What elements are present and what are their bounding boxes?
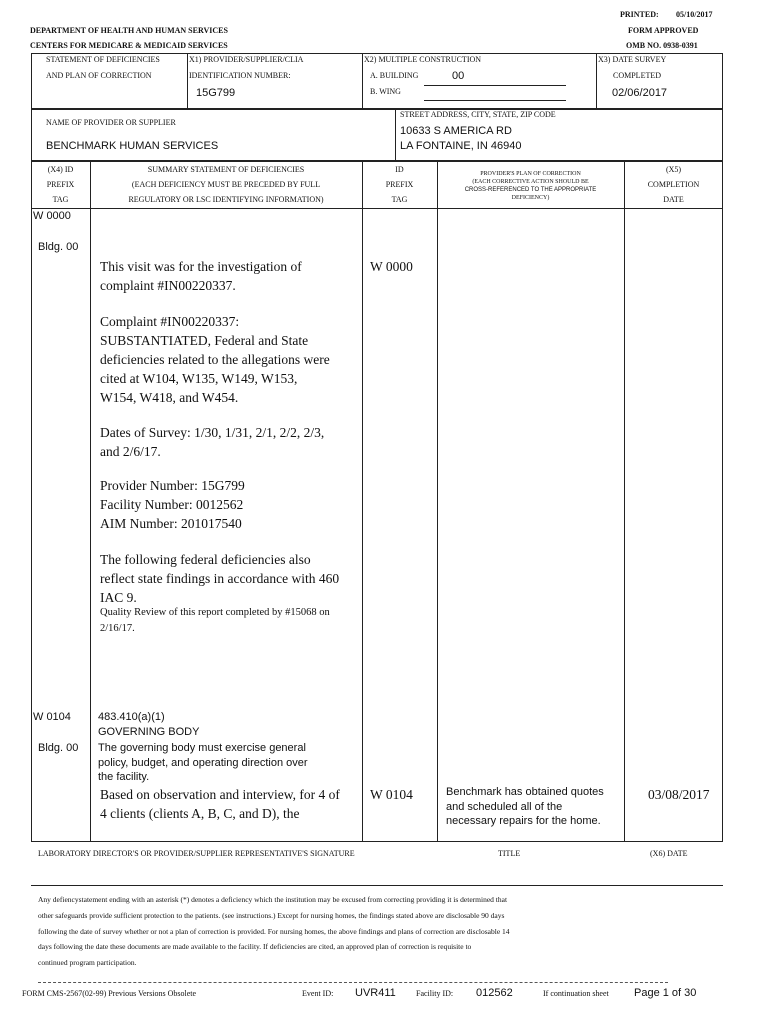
entry2-description: The governing body must exercise general policy, budget, and operating direction over the facility. [98,742,308,783]
title-label: TITLE [498,849,521,858]
statement-label: STATEMENT OF DEFICIENCIES [46,55,160,64]
col-x5: (X5) [665,165,682,174]
entry1-id-tag: W 0000 [370,259,413,274]
col-prefix2: PREFIX [385,180,414,189]
entry2-completion-date: 03/08/2017 [648,787,710,802]
entry1-complaint: Complaint #IN00220337: SUBSTANTIATED, Federal and State deficiencies related to the allegations were cited at W104, W135, W149, W153, W154, W418, and W454. [100,314,330,405]
col-plan-1: PROVIDER'S PLAN OF CORRECTION [480,171,581,177]
entry2-id-tag: W 0104 [370,787,413,802]
x1-label: X1) PROVIDER/SUPPLIER/CLIA [189,55,304,64]
provider-id-value: 15G799 [196,87,236,99]
disclaimer-line5: continued program participation. [38,958,137,967]
plan-label: AND PLAN OF CORRECTION [46,71,152,80]
entry2-finding: Based on observation and interview, for 4 of 4 clients (clients A, B, C, and D), the [100,787,340,821]
department-name: DEPARTMENT OF HEALTH AND HUMAN SERVICES [30,26,228,35]
entry2-regulation: 483.410(a)(1) [98,711,165,723]
continuation-label: If continuation sheet [543,989,609,998]
facility-id-value: 012562 [476,987,513,999]
entry1-intro: This visit was for the investigation of complaint #IN00220337. [100,259,302,293]
entry1-provider-number: Provider Number: 15G799 [100,478,245,493]
building-label: A. BUILDING [370,71,419,80]
disclaimer-line4: days following the date these documents are made available to the facility. If deficiencies are cited, an approved plan of correction is requisite to [38,942,472,951]
entry2-bldg: Bldg. 00 [38,742,79,754]
omb-number: OMB NO. 0938-0391 [626,41,698,50]
address-line2: LA FONTAINE, IN 46940 [400,140,522,152]
col-plan-2: (EACH CORRECTIVE ACTION SHOULD BE [472,179,589,185]
provider-name-value: BENCHMARK HUMAN SERVICES [46,140,219,152]
entry1-aim-number: AIM Number: 201017540 [100,516,242,531]
provider-name-label: NAME OF PROVIDER OR SUPPLIER [46,118,176,127]
col-prefix: PREFIX [46,180,75,189]
entry1-facility-number: Facility Number: 0012562 [100,497,244,512]
signature-label: LABORATORY DIRECTOR'S OR PROVIDER/SUPPLIER REPRESENTATIVE'S SIGNATURE [38,849,355,858]
col-tag2: TAG [391,195,408,204]
entry1-survey-dates: Dates of Survey: 1/30, 1/31, 2/1, 2/2, 2/3, and 2/6/17. [100,425,325,459]
x3-label: X3) DATE SURVEY [598,55,667,64]
printed-date: 05/10/2017 [676,10,713,19]
x2-label: X2) MULTIPLE CONSTRUCTION [364,55,482,64]
col-date: DATE [663,195,684,204]
col-summary-1: SUMMARY STATEMENT OF DEFICIENCIES [147,165,305,174]
col-tag: TAG [52,195,69,204]
disclaimer-line3: following the date of survey whether or not a plan of correction is provided. For nursing homes, the above findings and plans of correction are disclosable 14 [38,927,510,936]
printed-label: PRINTED: [620,10,659,19]
event-id-label: Event ID: [302,989,334,998]
col-summary-3: REGULATORY OR LSC IDENTIFYING INFORMATION) [128,195,324,204]
col-plan-3: CROSS-REFERENCED TO THE APPROPRIATE [464,187,597,193]
entry1-prefix-tag: W 0000 [33,210,71,222]
building-value: 00 [452,70,465,82]
address-label: STREET ADDRESS, CITY, STATE, ZIP CODE [400,110,556,119]
form-approved: FORM APPROVED [628,26,699,35]
x3-sublabel: COMPLETED [613,71,661,80]
survey-date-value: 02/06/2017 [612,87,668,99]
disclaimer-line1: Any defiencystatement ending with an asterisk (*) denotes a deficiency which the institution may be excused from correcting providing it is determined that [38,895,508,904]
entry1-federal-note: The following federal deficiencies also reflect state findings in accordance with 460 IAC 9. [100,552,340,605]
col-summary-2: (EACH DEFICIENCY MUST BE PRECEDED BY FULL [131,180,321,189]
form-number: FORM CMS-2567(02-99) Previous Versions Obsolete [22,989,197,998]
entry2-prefix-tag: W 0104 [33,711,71,723]
col-plan-4: DEFICIENCY) [511,195,550,201]
facility-id-label: Facility ID: [416,989,454,998]
entry2-plan: Benchmark has obtained quotes and scheduled all of the necessary repairs for the home. [446,786,604,827]
entry1-bldg: Bldg. 00 [38,241,79,253]
event-id-value: UVR411 [355,987,396,999]
entry2-title: GOVERNING BODY [98,726,200,738]
page-number: Page 1 of 30 [634,987,697,999]
entry1-quality-review: Quality Review of this report completed by #15068 on 2/16/17. [100,607,330,634]
provider-box [31,109,723,161]
wing-label: B. WING [370,87,401,96]
address-line1: 10633 S AMERICA RD [400,125,512,137]
centers-name: CENTERS FOR MEDICARE & MEDICAID SERVICES [30,41,228,50]
col-x4-id: (X4) ID [47,165,74,174]
x1-sublabel: IDENTIFICATION NUMBER: [189,71,291,80]
x6-date-label: (X6) DATE [650,849,688,858]
disclaimer-line2: other safeguards provide sufficient protection to the patients. (see instructions.) Except for nursing homes, the findings stated above are disclosable 90 days [38,911,505,920]
col-completion: COMPLETION [647,180,700,189]
col-id: ID [395,165,404,174]
